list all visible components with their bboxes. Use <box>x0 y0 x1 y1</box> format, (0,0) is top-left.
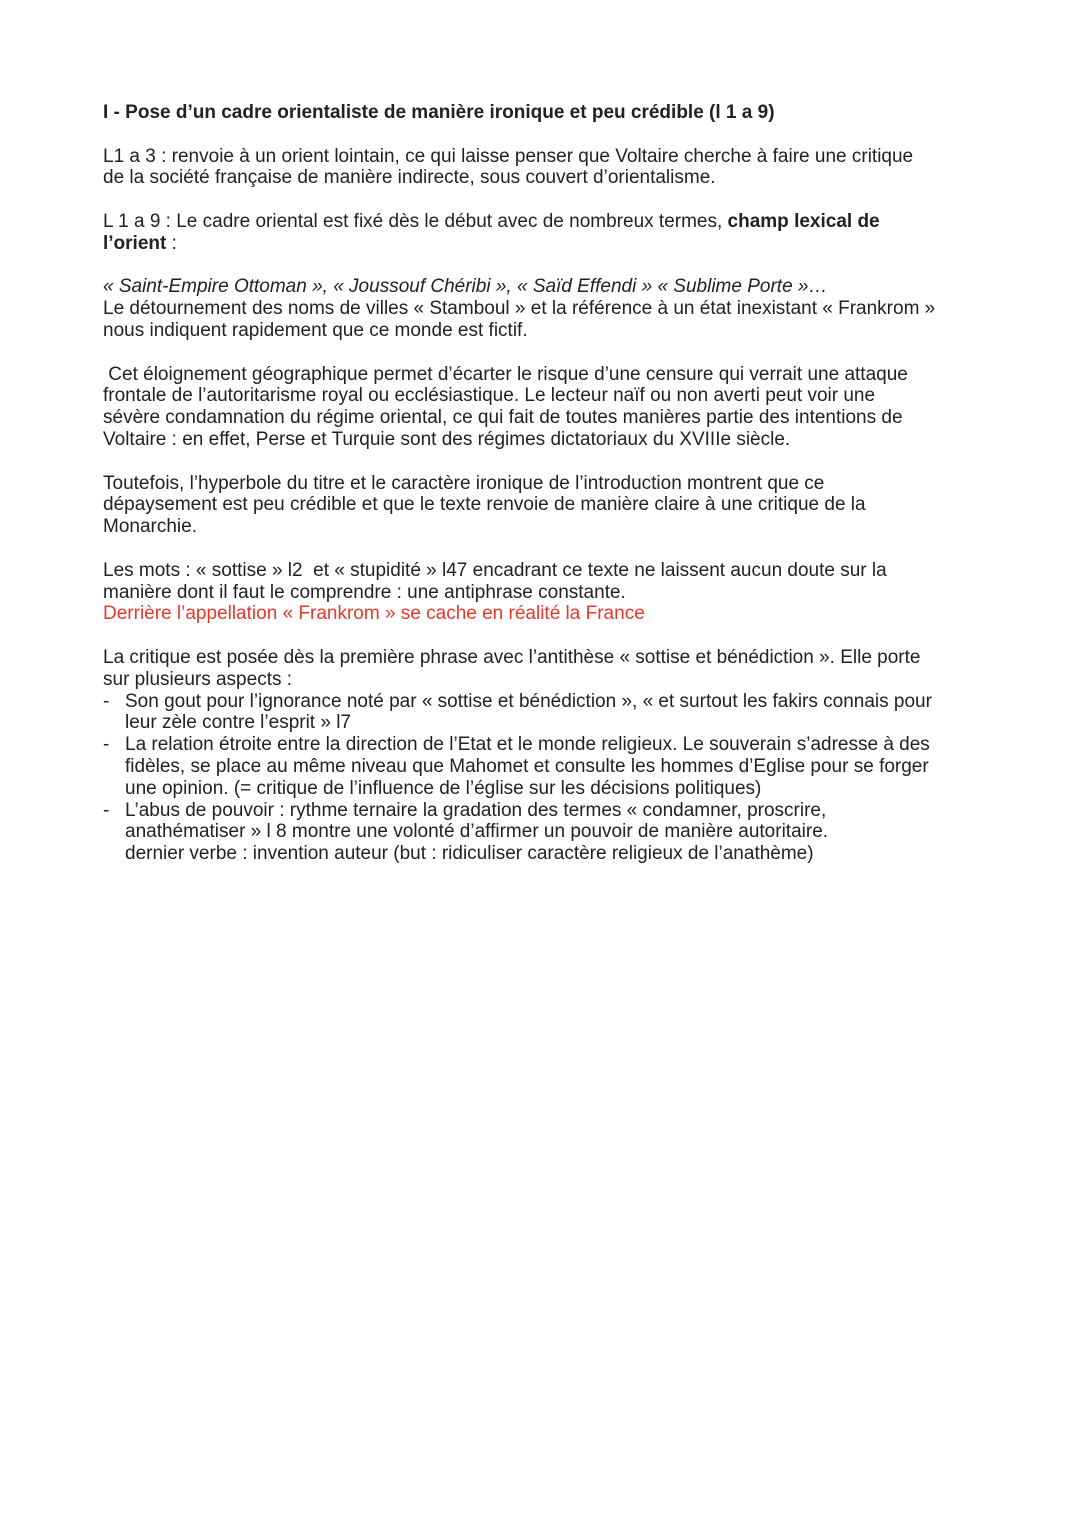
document-page <box>103 102 1003 865</box>
paragraph-distance: Cet éloignement géographique permet d’écarter le risque d’une censure qui verrait une attaque frontale de l’autoritarisme royal ou ecclésiastique. Le lecteur naïf ou non averti peut voir une sévère condamnation du régime oriental, ce qui fait de toutes manières partie des intentions de Voltaire : en effet, Perse et Turquie sont des régimes dictatoriaux du XVIIIe siècle. <box>103 363 908 450</box>
paragraph-intro: L1 a 3 : renvoie à un orient lointain, ce qui laisse penser que Voltaire cherche à faire une critique de la société française de manière indirecte, sous couvert d’orientalisme. <box>103 145 914 189</box>
bullet-dash: - <box>103 734 110 756</box>
bullet-list <box>103 691 1003 865</box>
paragraph-toutefois: Toutefois, l’hyperbole du titre et le caractère ironique de l’introduction montrent que ce dépaysement est peu crédible et que le texte renvoie de manière claire à une critique de la Monarchie. <box>103 472 866 538</box>
quotes-line: « Saint-Empire Ottoman », « Joussouf Chéribi », « Saïd Effendi » « Sublime Porte »… <box>103 276 828 298</box>
highlight-red-line: Derrière l’appellation « Frankrom » se cache en réalité la France <box>103 603 645 625</box>
paragraph-antiphrase: Les mots : « sottise » l2 et « stupidité » l47 encadrant ce texte ne laissent aucun doute sur la manière dont il faut le comprendre : une antiphrase constante. Derrière l’appellation « Frankrom » se cache en réalité la France <box>103 560 1003 625</box>
list-item: - La relation étroite entre la direction de l’Etat et le monde religieux. Le souverain s’adresse à des fidèles, se place au même niveau que Mahomet et consulte les hommes d’Eglise pour se forger une opinion. (= critique de l’influence de l’église sur les décisions politiques) <box>103 734 930 799</box>
list-item: - Son gout pour l’ignorance noté par « sottise et bénédiction », « et surtout les fakirs connais pour leur zèle contre l’esprit » l7 <box>103 690 932 734</box>
section-title: I - Pose d’un cadre orientaliste de manière ironique et peu crédible (l 1 a 9) <box>103 102 775 123</box>
paragraph-lexical-field: L 1 a 9 : Le cadre oriental est fixé dès le début avec de nombreux termes, champ lexical de l’orient : <box>103 210 880 254</box>
paragraph-critique: La critique est posée dès la première phrase avec l’antithèse « sottise et bénédiction ». Elle porte sur plusieurs aspects : <box>103 646 921 690</box>
paragraph-quotes: « Saint-Empire Ottoman », « Joussouf Chéribi », « Saïd Effendi » « Sublime Porte »… Le détournement des noms de villes « Stamboul » et la référence à un état inexistant « Frankrom » nous indiquent rapidement que ce monde est fictif. <box>103 276 1003 341</box>
bullet-dash: - <box>103 690 110 712</box>
bullet-dash: - <box>103 799 110 821</box>
list-item: - L’abus de pouvoir : rythme ternaire la gradation des termes « condamner, proscrire, anathématiser » l 8 montre une volonté d’affirmer un pouvoir de manière autoritaire. dernier verbe : invention auteur (but : ridiculiser caractère religieux de l’anathème) <box>103 799 829 865</box>
